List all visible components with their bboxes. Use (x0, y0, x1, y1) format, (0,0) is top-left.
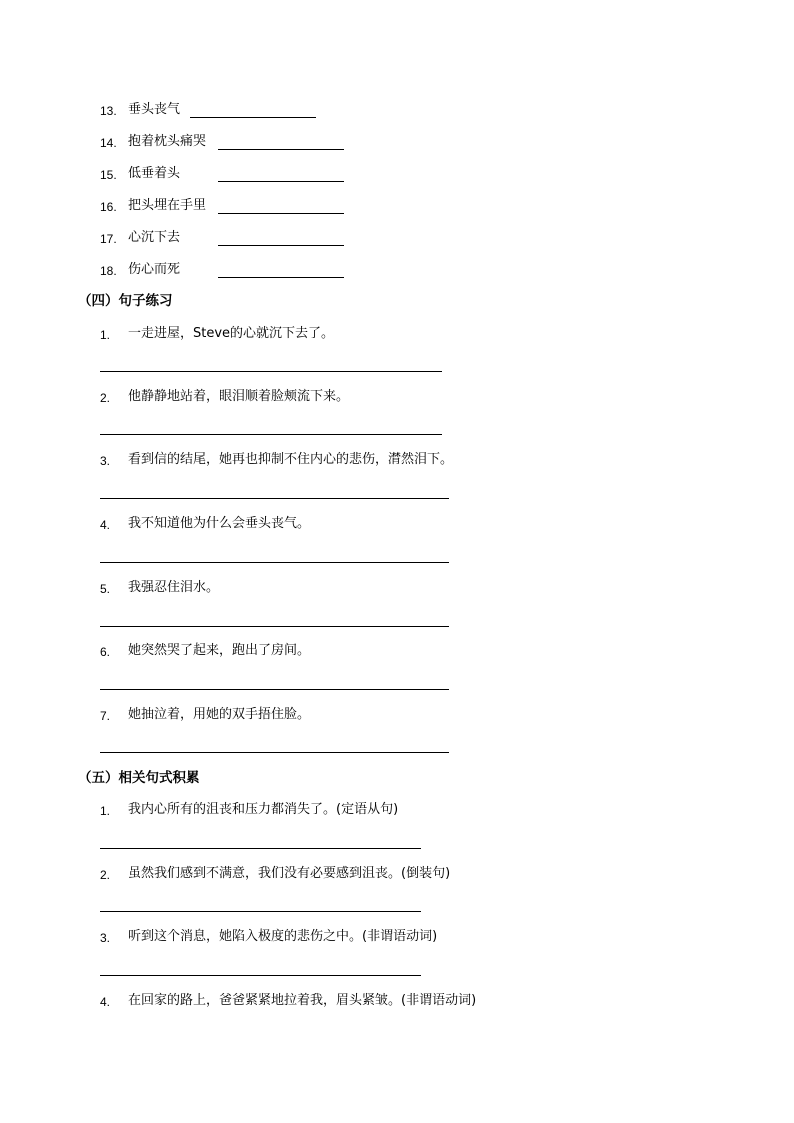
answer-blank[interactable] (190, 117, 316, 118)
vocab-text: 伤心而死 (128, 262, 181, 277)
vocab-number: 15. (100, 168, 117, 182)
sentence-number: 7. (100, 709, 111, 723)
vocab-number: 16. (100, 200, 117, 214)
sentence-number: 3. (100, 454, 111, 468)
answer-line[interactable] (100, 848, 421, 849)
answer-line[interactable] (100, 975, 421, 976)
sentence-number: 5. (100, 582, 111, 596)
sentence-text: 她突然哭了起来，跑出了房间。 (128, 643, 311, 658)
sentence-number: 2. (100, 391, 111, 405)
sentence-number: 4. (100, 518, 111, 532)
sentence-number: 6. (100, 645, 111, 659)
section-heading: （四）句子练习 (78, 293, 173, 309)
answer-line[interactable] (100, 434, 442, 435)
sentence-text: 听到这个消息，她陷入极度的悲伤之中。(非谓语动词) (128, 929, 438, 944)
sentence-text: 他静静地站着，眼泪顺着脸颊流下来。 (128, 389, 350, 404)
sentence-text: 我强忍住泪水。 (128, 580, 220, 595)
sentence-text: 她抽泣着，用她的双手捂住脸。 (128, 707, 311, 722)
answer-line[interactable] (100, 626, 449, 627)
vocab-number: 14. (100, 136, 117, 150)
sentence-number: 4. (100, 995, 111, 1009)
sentence-number: 1. (100, 328, 111, 342)
answer-blank[interactable] (218, 213, 344, 214)
vocab-text: 心沉下去 (128, 230, 181, 245)
answer-line[interactable] (100, 689, 449, 690)
sentence-number: 2. (100, 868, 111, 882)
answer-line[interactable] (100, 498, 449, 499)
vocab-number: 18. (100, 264, 117, 278)
section-heading: （五）相关句式积累 (78, 770, 200, 786)
answer-line[interactable] (100, 752, 449, 753)
vocab-text: 低垂着头 (128, 166, 181, 181)
sentence-text: 我内心所有的沮丧和压力都消失了。(定语从句) (128, 802, 399, 817)
sentence-text: 我不知道他为什么会垂头丧气。 (128, 516, 311, 531)
sentence-number: 1. (100, 804, 111, 818)
answer-line[interactable] (100, 911, 421, 912)
vocab-text: 把头埋在手里 (128, 198, 207, 213)
sentence-number: 3. (100, 931, 111, 945)
answer-line[interactable] (100, 371, 442, 372)
vocab-number: 13. (100, 104, 117, 118)
vocab-text: 抱着枕头痛哭 (128, 134, 207, 149)
vocab-text: 垂头丧气 (128, 102, 181, 117)
answer-blank[interactable] (218, 149, 344, 150)
answer-blank[interactable] (218, 245, 344, 246)
vocab-number: 17. (100, 232, 117, 246)
sentence-text: 一走进屋，Steve的心就沉下去了。 (128, 326, 335, 341)
answer-blank[interactable] (218, 277, 344, 278)
sentence-text: 虽然我们感到不满意，我们没有必要感到沮丧。(倒装句) (128, 866, 451, 881)
answer-blank[interactable] (218, 181, 344, 182)
sentence-text: 在回家的路上，爸爸紧紧地拉着我，眉头紧皱。(非谓语动词) (128, 993, 477, 1008)
sentence-text: 看到信的结尾，她再也抑制不住内心的悲伤，潸然泪下。 (128, 452, 454, 467)
answer-line[interactable] (100, 562, 449, 563)
